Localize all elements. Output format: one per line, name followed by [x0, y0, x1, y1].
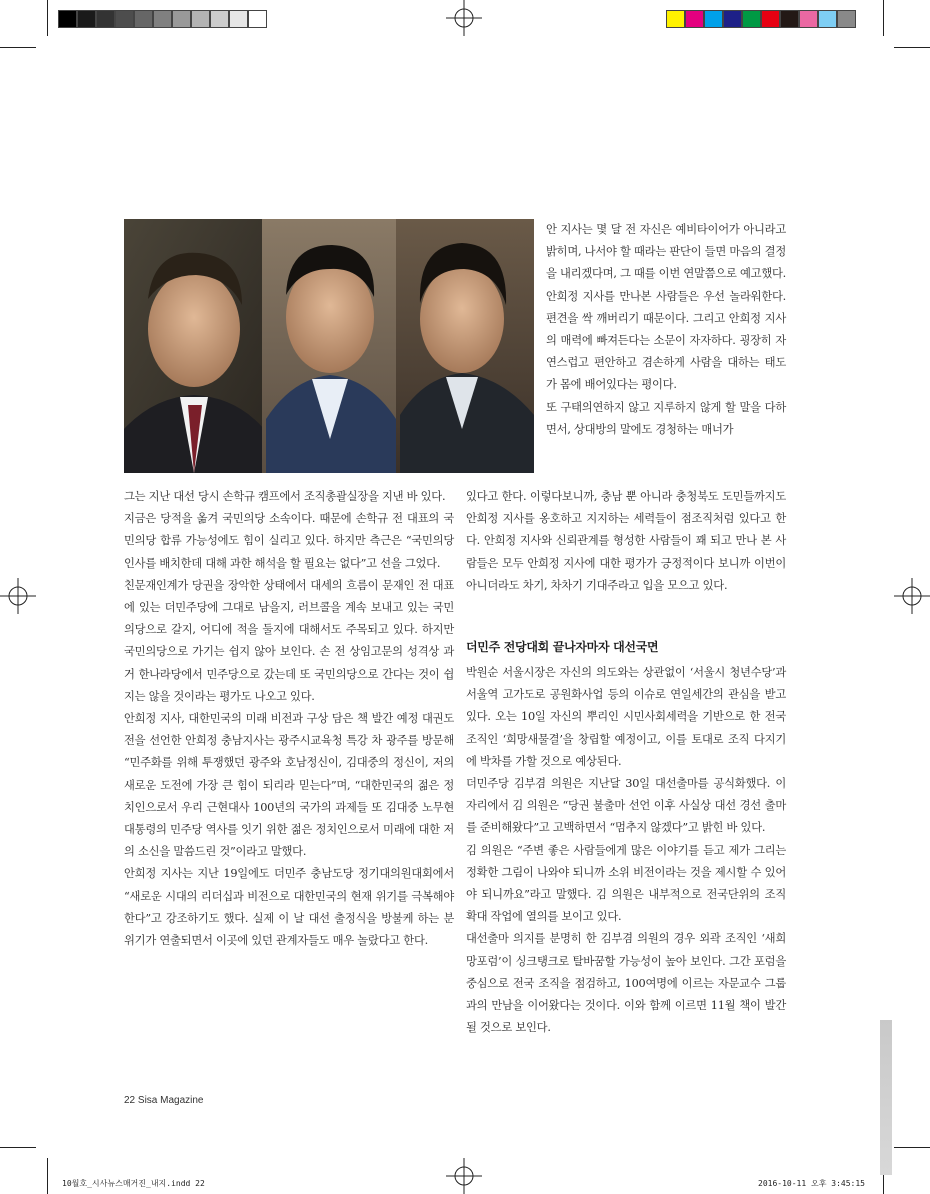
print-timestamp: 2016-10-11 오후 3:45:15	[758, 1179, 865, 1188]
article-column-right-top	[546, 219, 786, 441]
politicians-photo-collage	[124, 219, 534, 473]
color-swatch	[704, 10, 723, 28]
color-swatch	[666, 10, 685, 28]
paragraph: 지금은 당적을 옮겨 국민의당 소속이다. 때문에 손학규 전 대표의 국민의당 합류 가능성에도 힘이 실리고 있다. 하지만 측근은 “국민의당 인사를 배치한데 대해 과한 해석을 할 필요는 없다”고 선을 그었다.	[124, 512, 454, 570]
person-left	[124, 219, 264, 473]
color-swatch	[723, 10, 742, 28]
person-right	[396, 219, 534, 473]
color-swatch	[685, 10, 704, 28]
registration-mark-top	[446, 0, 482, 36]
color-swatch	[799, 10, 818, 28]
paragraph: 안희정 지사, 대한민국의 미래 비전과 구상 담은 책 발간 예정 대권도전을 선언한 안희정 충남지사는 광주시교육청 특강 차 광주를 방문해 “민주화를 위해 투쟁했던 광주와 호남정신이, 김대중의 정신이, 저의 새로운 도전에 가장 큰 힘이 되리라 믿는다”며, “대한민국의 젊은 정치인으로서 우리 근현대사 100년의 국가의 과제들 또 김대중 노무현 대통령의 민주당 역사를 잇기 위한 젊은 정치인으로서 미래에 대한 저의 소신을 말씀드린 것”이라고 말했다.	[124, 712, 454, 859]
gray-swatch	[210, 10, 229, 28]
article-column-left	[124, 486, 454, 952]
color-swatch	[837, 10, 856, 28]
paragraph: 그는 지난 대선 당시 손학규 캠프에서 조직총괄실장을 지낸 바 있다.	[124, 490, 446, 503]
registration-mark-left	[0, 578, 36, 614]
gray-swatch	[134, 10, 153, 28]
gray-swatch	[153, 10, 172, 28]
crop-mark	[883, 0, 884, 36]
paragraph: 김 의원은 “주변 좋은 사람들에게 많은 이야기를 듣고 제가 그리는 정확한 그림이 나와야 되니까 소위 비전이라는 것을 제시할 수 있어야 되니까요”라고 말했다. 김 의원은 내부적으로 전국단위의 조직 확대 작업에 열의를 보이고 있다.	[466, 843, 786, 924]
article-column-right-bottom	[466, 662, 786, 1039]
file-slug: 10월호_시사뉴스매거진_내지.indd 22	[62, 1179, 205, 1188]
gray-swatch	[96, 10, 115, 28]
paragraph: 있다고 한다. 이렇다보니까, 충남 뿐 아니라 충청북도 도민들까지도 안희정 지사를 옹호하고 지지하는 세력들이 점조직처럼 있다고 한다. 안희정 지사와 신뢰관계를 형성한 사람들이 꽤 되고 만나 본 사람들은 모두 안희정 지사에 대한 평가가 긍정적이다 보니까 이번이 아니더라도 차기, 차차기 기대주라고 입을 모으고 있다.	[466, 490, 786, 592]
crop-mark	[894, 1147, 930, 1148]
color-swatch	[742, 10, 761, 28]
gray-swatch	[58, 10, 77, 28]
section-subheading: 더민주 전당대회 끝나자마자 대선국면	[466, 640, 659, 654]
registration-mark-right	[894, 578, 930, 614]
gray-swatch	[77, 10, 96, 28]
paragraph: 대선출마 의지를 분명히 한 김부겸 의원의 경우 외곽 조직인 ‘새희망포럼’이 싱크탱크로 탈바꿈할 가능성이 높아 보인다. 그간 포럼을 중심으로 전국 조직을 점검하고, 100여명에 이르는 자문교수 그룹과의 만남을 이어왔다는 것이다. 이와 함께 이르면 11월 책이 발간될 것으로 보인다.	[466, 932, 786, 1035]
crop-mark	[0, 47, 36, 48]
page-folio: 22 Sisa Magazine	[124, 1095, 204, 1106]
paragraph: 박원순 서울시장은 자신의 의도와는 상관없이 ‘서울시 청년수당’과 서울역 고가도로 공원화사업 등의 이슈로 연일세간의 관심을 받고 있다. 오는 10일 자신의 뿌리인 시민사회세력을 기반으로 한 전국조직인 ‘희망새물결’을 창립할 예정이고, 이를 토대로 조직 다지기에 박차를 가할 것으로 예상된다.	[466, 666, 786, 768]
paragraph: 친문재인계가 당권을 장악한 상태에서 대세의 흐름이 문재인 전 대표에 있는 더민주당에 그대로 남을지, 러브콜을 계속 보내고 있는 국민의당으로 갈지, 어디에 적을 둘지에 대해서도 주목되고 있다. 하지만 국민의당으로 가기는 쉽지 않아 보인다. 손 전 상임고문의 성격상 과거 한나라당에서 민주당으로 갔는데 또 국민의당으로 간다는 것이 쉽지는 않을 것이라는 평가도 나오고 있다.	[124, 578, 454, 703]
article-column-right-middle	[466, 486, 786, 597]
color-swatch	[818, 10, 837, 28]
person-center	[262, 219, 398, 473]
gray-swatch	[229, 10, 248, 28]
crop-mark	[0, 1147, 36, 1148]
gray-swatch	[115, 10, 134, 28]
color-swatch	[780, 10, 799, 28]
paragraph: 또 구태의연하지 않고 지루하지 않게 할 말을 다하면서, 상대방의 말에도 경청하는 매너가	[546, 400, 786, 436]
gray-swatch	[172, 10, 191, 28]
crop-mark	[47, 0, 48, 36]
crop-mark	[894, 47, 930, 48]
registration-mark-bottom	[446, 1158, 482, 1194]
paragraph: 안희정 지사는 지난 19일에도 더민주 충남도당 정기대의원대회에서 “새로운 시대의 리더십과 비전으로 대한민국의 현재 위기를 극복해야 한다”고 강조하기도 했다. 실제 이 날 대선 출정식을 방불케 하는 분위기가 연출되면서 이곳에 있던 관계자들도 매우 놀랐다고 한다.	[124, 867, 454, 948]
paragraph: 더민주당 김부겸 의원은 지난달 30일 대선출마를 공식화했다. 이 자리에서 김 의원은 “당권 불출마 선언 이후 사실상 대선 경선 출마를 준비해왔다”고 고백하면서 “멈추지 않겠다”고 밝힌 바 있다.	[466, 777, 786, 835]
gray-swatch	[191, 10, 210, 28]
crop-mark	[47, 1158, 48, 1194]
paragraph: 안희정 지사를 만나본 사람들은 우선 놀라워한다. 편견을 싹 깨버리기 때문이다. 그리고 안희정 지사의 매력에 빠져든다는 소문이 자자하다. 굉장히 자연스럽고 편안하고 겸손하게 사람을 대하는 태도가 몸에 배어있다는 평이다.	[546, 289, 786, 392]
gray-swatch	[248, 10, 267, 28]
color-swatch	[761, 10, 780, 28]
edge-tab	[880, 1020, 892, 1175]
paragraph: 안 지사는 몇 달 전 자신은 예비타이어가 아니라고 밝히며, 나서야 할 때라는 판단이 들면 마음의 결정을 내리겠다며, 그 때를 이번 연말쯤으로 예고했다.	[546, 223, 786, 281]
